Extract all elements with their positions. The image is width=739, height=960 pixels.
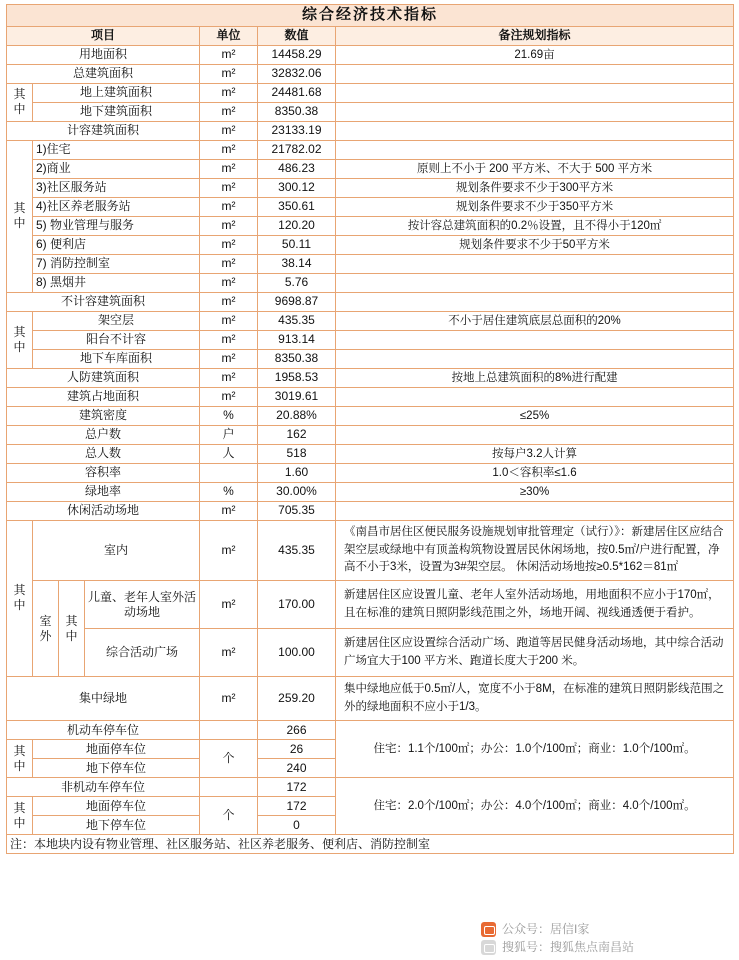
row-remark: 新建居住区应设置儿童、老年人室外活动场地，用地面积不应小于170㎡，且在标准的建筑日照阴影线范围之外，场地开阔、视线通透便于看护。 [336, 581, 734, 629]
group-label-qizhong: 其中 [7, 797, 33, 835]
row-item: 地上建筑面积 [33, 83, 200, 102]
table-row-indoor [7, 520, 734, 580]
row-remark [336, 349, 734, 368]
row-unit: m² [200, 121, 258, 140]
row-remark: 按每户3.2人计算 [336, 444, 734, 463]
row-value: 26 [258, 740, 336, 759]
group-label-qizhong: 其中 [7, 520, 33, 676]
row-value: 172 [258, 778, 336, 797]
row-value: 23133.19 [258, 121, 336, 140]
table-row [7, 463, 734, 482]
row-remark [336, 273, 734, 292]
page-title: 综合经济技术指标 [7, 5, 734, 27]
row-value: 170.00 [258, 581, 336, 629]
row-remark: 按地上总建筑面积的8%进行配建 [336, 368, 734, 387]
row-unit: 个 [200, 797, 258, 835]
row-item: 容积率 [7, 463, 200, 482]
table-row-outdoor-child [7, 581, 734, 629]
row-remark [336, 501, 734, 520]
row-remark: 集中绿地应低于0.5㎡/人，宽度不小于8M，在标准的建筑日照阴影线范围之外的绿地面积不应小于1/3。 [336, 677, 734, 721]
row-item: 阳台不计容 [33, 330, 200, 349]
indoor-unit: m² [200, 520, 258, 580]
row-item: 建筑占地面积 [7, 387, 200, 406]
table-row [7, 368, 734, 387]
row-unit: m² [200, 178, 258, 197]
row-unit: m² [200, 501, 258, 520]
row-item: 6) 便利店 [33, 235, 200, 254]
row-unit: m² [200, 64, 258, 83]
watermark-text-2: 搜狐号：搜狐焦点南昌站 [502, 940, 635, 954]
row-unit: m² [200, 581, 258, 629]
row-item: 3)社区服务站 [33, 178, 200, 197]
row-value: 38.14 [258, 254, 336, 273]
row-item: 建筑密度 [7, 406, 200, 425]
column-header-remark: 备注规划指标 [336, 26, 734, 45]
row-item: 绿地率 [7, 482, 200, 501]
row-item: 1)住宅 [33, 140, 200, 159]
watermark-line-1 [481, 920, 731, 938]
table-row [7, 178, 734, 197]
row-remark: 原则上不小于 200 平方米、不大于 500 平方米 [336, 159, 734, 178]
row-value: 1958.53 [258, 368, 336, 387]
row-item: 机动车停车位 [7, 721, 200, 740]
row-remark: 规划条件要求不少于50平方米 [336, 235, 734, 254]
row-item: 地下建筑面积 [33, 102, 200, 121]
row-remark [336, 387, 734, 406]
row-unit: m² [200, 629, 258, 677]
row-item: 儿童、老年人室外活动场地 [85, 581, 200, 629]
row-value: 5.76 [258, 273, 336, 292]
row-unit [200, 778, 258, 797]
row-value: 8350.38 [258, 102, 336, 121]
table-row [7, 292, 734, 311]
row-value: 9698.87 [258, 292, 336, 311]
table-row [7, 482, 734, 501]
row-unit [200, 463, 258, 482]
table-row [7, 235, 734, 254]
table-row [7, 197, 734, 216]
row-remark: 1.0＜容积率≤1.6 [336, 463, 734, 482]
row-item: 不计容建筑面积 [7, 292, 200, 311]
table-row [7, 273, 734, 292]
footer-note: 注：本地块内设有物业管理、社区服务站、社区养老服务、便利店、消防控制室 [7, 835, 734, 854]
row-item: 7) 消防控制室 [33, 254, 200, 273]
table-row [7, 311, 734, 330]
row-remark [336, 121, 734, 140]
row-remark: ≤25% [336, 406, 734, 425]
row-unit: m² [200, 330, 258, 349]
table-row [7, 406, 734, 425]
row-unit: 个 [200, 740, 258, 778]
row-remark [336, 83, 734, 102]
row-value: 30.00% [258, 482, 336, 501]
row-item: 地下停车位 [33, 816, 200, 835]
row-unit: m² [200, 235, 258, 254]
table-row [7, 501, 734, 520]
row-remark [336, 425, 734, 444]
row-value: 172 [258, 797, 336, 816]
row-item: 非机动车停车位 [7, 778, 200, 797]
row-item: 用地面积 [7, 45, 200, 64]
row-value: 3019.61 [258, 387, 336, 406]
row-unit: 人 [200, 444, 258, 463]
table-row [7, 140, 734, 159]
row-item: 休闲活动场地 [7, 501, 200, 520]
table-title-row [7, 5, 734, 27]
row-unit: 户 [200, 425, 258, 444]
row-remark [336, 140, 734, 159]
row-unit: m² [200, 349, 258, 368]
table-row [7, 349, 734, 368]
sohu-icon [481, 940, 496, 955]
table-row [7, 83, 734, 102]
row-remark: 不小于居住建筑底层总面积的20% [336, 311, 734, 330]
row-item: 地面停车位 [33, 740, 200, 759]
row-value: 705.35 [258, 501, 336, 520]
watermark-line-2 [481, 938, 731, 956]
row-value: 162 [258, 425, 336, 444]
row-unit: m² [200, 254, 258, 273]
row-value: 24481.68 [258, 83, 336, 102]
row-unit: m² [200, 102, 258, 121]
row-unit: m² [200, 677, 258, 721]
row-unit: m² [200, 83, 258, 102]
row-value: 486.23 [258, 159, 336, 178]
row-value: 0 [258, 816, 336, 835]
row-value: 21782.02 [258, 140, 336, 159]
row-value: 913.14 [258, 330, 336, 349]
table-row [7, 254, 734, 273]
row-item: 地下车库面积 [33, 349, 200, 368]
table-row [7, 102, 734, 121]
row-remark [336, 64, 734, 83]
group-label-qizhong: 其中 [7, 740, 33, 778]
row-unit: m² [200, 292, 258, 311]
table-header-row [7, 26, 734, 45]
table-row [7, 387, 734, 406]
row-remark: 新建居住区应设置综合活动广场、跑道等居民健身活动场地，其中综合活动广场宜大于100 平方米、跑道长度大于200 米。 [336, 629, 734, 677]
indicator-table [6, 4, 734, 854]
row-item: 综合活动广场 [85, 629, 200, 677]
column-header-item: 项目 [7, 26, 200, 45]
row-unit: m² [200, 368, 258, 387]
row-item: 总人数 [7, 444, 200, 463]
row-remark [336, 330, 734, 349]
row-value: 259.20 [258, 677, 336, 721]
row-item: 计容建筑面积 [7, 121, 200, 140]
outdoor-label: 室外 [33, 581, 59, 677]
row-value: 350.61 [258, 197, 336, 216]
row-remark: 规划条件要求不少于350平方米 [336, 197, 734, 216]
row-unit: m² [200, 197, 258, 216]
row-value: 100.00 [258, 629, 336, 677]
row-unit: m² [200, 387, 258, 406]
row-item: 人防建筑面积 [7, 368, 200, 387]
row-unit: m² [200, 311, 258, 330]
row-value: 435.35 [258, 311, 336, 330]
row-item: 集中绿地 [7, 677, 200, 721]
row-item: 总户数 [7, 425, 200, 444]
row-value: 32832.06 [258, 64, 336, 83]
indoor-label: 室内 [33, 520, 200, 580]
row-unit [200, 721, 258, 740]
table-row [7, 121, 734, 140]
watermark-text-1: 公众号：居信I家 [502, 922, 590, 936]
table-row-nonmotor-parking [7, 778, 734, 797]
indoor-value: 435.35 [258, 520, 336, 580]
table-row [7, 444, 734, 463]
watermark [481, 920, 731, 956]
table-row-outdoor-child [7, 629, 734, 677]
nonmotor-parking-remark: 住宅：2.0个/100㎡；办公：4.0个/100㎡；商业：4.0个/100㎡。 [336, 778, 734, 835]
table-row [7, 45, 734, 64]
row-remark [336, 102, 734, 121]
row-item: 地面停车位 [33, 797, 200, 816]
table-row [7, 64, 734, 83]
row-value: 518 [258, 444, 336, 463]
row-remark: ≥30% [336, 482, 734, 501]
table-row [7, 330, 734, 349]
row-unit: % [200, 482, 258, 501]
row-value: 20.88% [258, 406, 336, 425]
row-item: 5) 物业管理与服务 [33, 216, 200, 235]
group-label-qizhong: 其中 [59, 581, 85, 677]
row-value: 266 [258, 721, 336, 740]
row-unit: m² [200, 140, 258, 159]
row-value: 120.20 [258, 216, 336, 235]
row-remark: 21.69亩 [336, 45, 734, 64]
row-value: 8350.38 [258, 349, 336, 368]
row-item: 8) 黑烟井 [33, 273, 200, 292]
row-item: 地下停车位 [33, 759, 200, 778]
row-value: 240 [258, 759, 336, 778]
row-value: 50.11 [258, 235, 336, 254]
table-note-row [7, 835, 734, 854]
group-label-qizhong: 其中 [7, 140, 33, 292]
row-value: 1.60 [258, 463, 336, 482]
row-unit: m² [200, 216, 258, 235]
table-row-central-green [7, 677, 734, 721]
table-row [7, 216, 734, 235]
row-value: 300.12 [258, 178, 336, 197]
row-remark [336, 292, 734, 311]
indoor-remark: 《南昌市居住区便民服务设施规划审批管理定（试行）》：新建居住区应结合架空层或绿地中有顶盖构筑物设置居民休闲场地，按0.5㎡/户进行配置，净高不小于3米，设置为3#架空层。 休闲活动场地按≥0.5*162＝81㎡ [336, 520, 734, 580]
row-item: 架空层 [33, 311, 200, 330]
row-unit: % [200, 406, 258, 425]
row-value: 14458.29 [258, 45, 336, 64]
group-label-qizhong: 其中 [7, 311, 33, 368]
row-unit: m² [200, 273, 258, 292]
row-unit: m² [200, 45, 258, 64]
row-item: 总建筑面积 [7, 64, 200, 83]
table-row [7, 159, 734, 178]
row-remark: 规划条件要求不少于300平方米 [336, 178, 734, 197]
column-header-value: 数值 [258, 26, 336, 45]
table-row-motor-parking [7, 721, 734, 740]
table-row [7, 425, 734, 444]
column-header-unit: 单位 [200, 26, 258, 45]
row-unit: m² [200, 159, 258, 178]
row-remark [336, 254, 734, 273]
group-label-qizhong: 其中 [7, 83, 33, 121]
wechat-icon [481, 922, 496, 937]
row-item: 2)商业 [33, 159, 200, 178]
motor-parking-remark: 住宅：1.1个/100㎡；办公：1.0个/100㎡；商业：1.0个/100㎡。 [336, 721, 734, 778]
row-item: 4)社区养老服务站 [33, 197, 200, 216]
row-remark: 按计容总建筑面积的0.2％设置，且不得小于120㎡ [336, 216, 734, 235]
